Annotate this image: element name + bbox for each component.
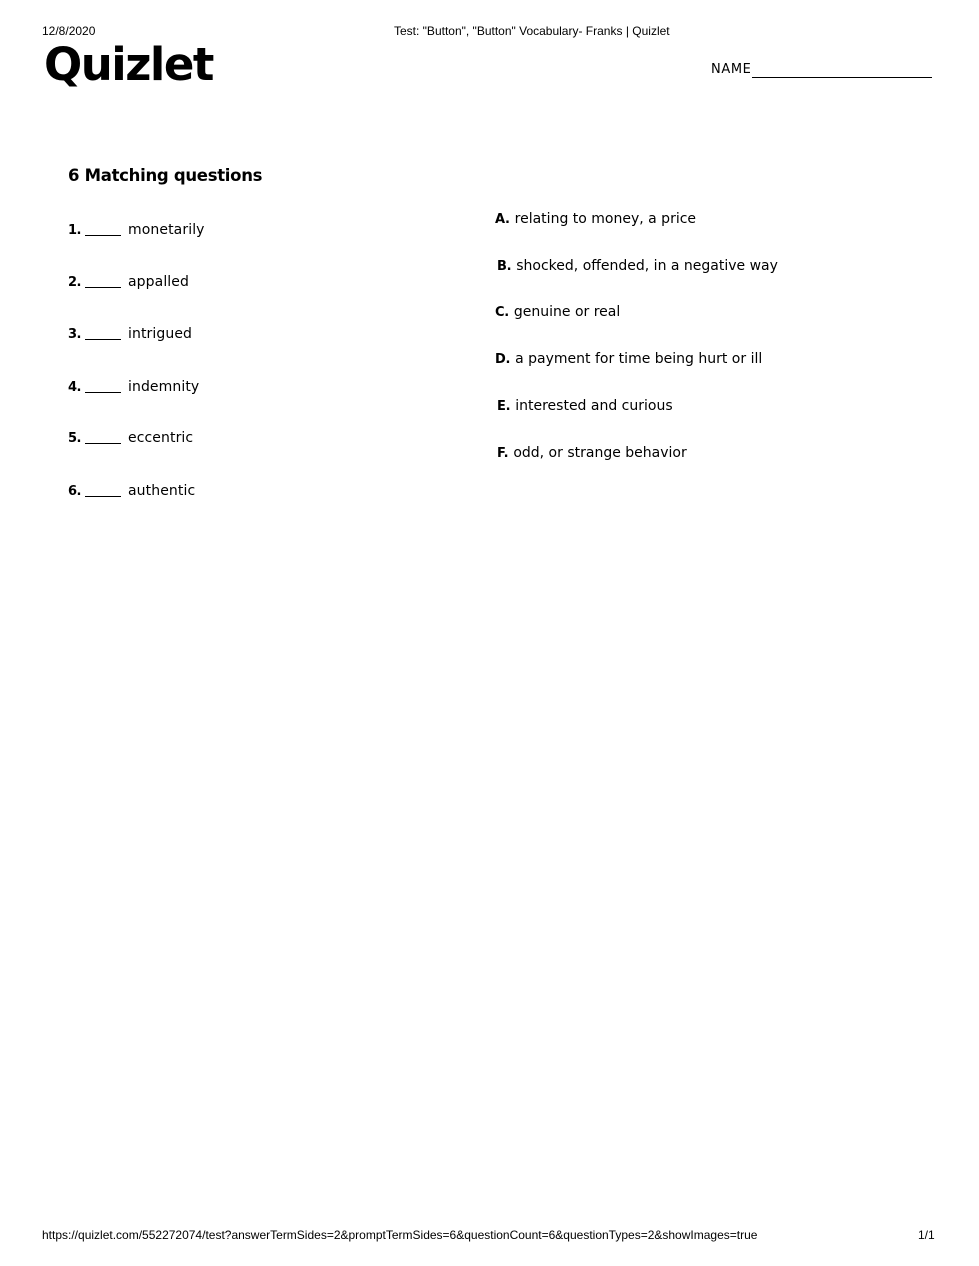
page-number: 1/1: [918, 1228, 935, 1242]
question-term: monetarily: [127, 222, 205, 238]
answer-blank: [85, 391, 121, 393]
answer-definition: interested and curious: [515, 398, 673, 414]
question-number: 1.: [68, 223, 81, 238]
answer-letter: E.: [497, 399, 511, 414]
answer-definition: genuine or real: [513, 304, 621, 320]
answer-option: [497, 444, 687, 463]
answer-letter: F.: [497, 446, 509, 461]
answer-letter: B.: [497, 259, 512, 274]
name-field: [711, 62, 932, 78]
print-date: 12/8/2020: [42, 24, 96, 38]
answer-definition: odd, or strange behavior: [513, 445, 687, 461]
answer-blank: [85, 338, 121, 340]
question-number: 3.: [68, 327, 81, 342]
answer-option: [497, 257, 778, 276]
answer-blank: [85, 495, 121, 497]
name-blank-line: [752, 63, 932, 78]
name-label: NAME: [711, 62, 752, 77]
question-number: 6.: [68, 484, 81, 499]
question-term: appalled: [127, 274, 189, 290]
section-heading: 6 Matching questions: [68, 166, 263, 185]
answer-definition: a payment for time being hurt or ill: [515, 351, 763, 367]
answer-option: [495, 350, 762, 369]
question-item: [68, 378, 199, 397]
question-term: intrigued: [127, 326, 193, 342]
answer-option: [495, 303, 620, 322]
answer-definition: shocked, offended, in a negative way: [516, 258, 778, 274]
question-number: 2.: [68, 275, 81, 290]
answer-blank: [85, 442, 121, 444]
question-number: 5.: [68, 431, 81, 446]
quizlet-logo: Quizlet: [44, 38, 213, 91]
answer-blank: [85, 234, 121, 236]
print-url: https://quizlet.com/552272074/test?answerTermSides=2&promptTermSides=6&questionCount=6&questionTypes=2&showImages=true: [42, 1228, 758, 1242]
question-item: [68, 482, 195, 501]
answer-option: [495, 210, 696, 229]
answer-option: [497, 397, 673, 416]
question-term: authentic: [127, 483, 196, 499]
print-page-title: Test: "Button", "Button" Vocabulary- Franks | Quizlet: [394, 24, 670, 38]
question-term: indemnity: [127, 379, 200, 395]
answer-blank: [85, 286, 121, 288]
answer-letter: C.: [495, 305, 509, 320]
question-item: [68, 325, 192, 344]
question-item: [68, 429, 193, 448]
answer-letter: D.: [495, 352, 511, 367]
question-item: [68, 273, 189, 292]
answer-definition: relating to money, a price: [514, 211, 697, 227]
answer-letter: A.: [495, 212, 510, 227]
question-number: 4.: [68, 380, 81, 395]
question-item: [68, 221, 205, 240]
question-term: eccentric: [127, 430, 194, 446]
